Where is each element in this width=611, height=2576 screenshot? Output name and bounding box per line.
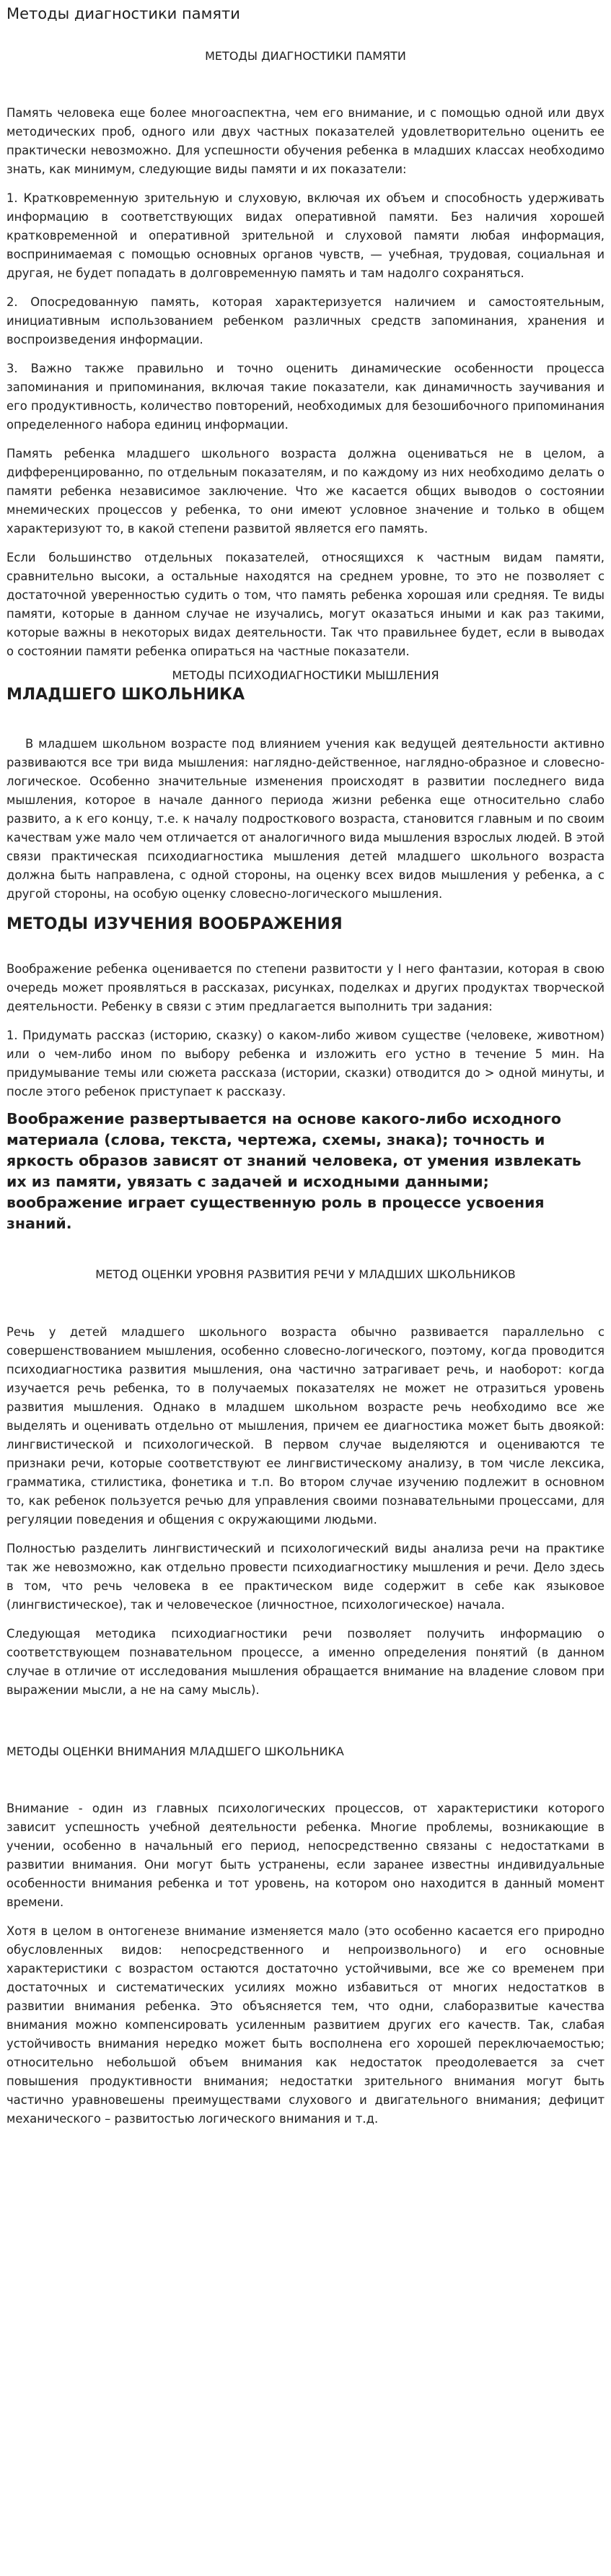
memory-paragraph-2: 1. Кратковременную зрительную и слуховую, включая их объем и способность удерживать информацию в соответствующих видах оперативной памяти. Без наличия хорошей кратковременной и оперативной зрительной и слуховой памяти любая информация, воспринимаемая с помощью основных органов чувств, — учебная, трудовая, социальная и другая, не будет попадать в долговременную память и там надолго сохраняться.: [6, 191, 605, 280]
speech-paragraph-1: Речь у детей младшего школьного возраста обычно развивается параллельно с совершенствованием мышления, особенно словесно-логического, поэтому, когда проводится психодиагностика развития мышления, она частично затрагивает речь, и наоборот: когда изучается речь ребенка, то в получаемых показателях не может не отразиться уровень развития мышления. Однако в младшем школьном возрасте речь необходимо все же выделять и оценивать отдельно от мышления, причем ее диагностика может быть двоякой: лингвистической и психологической. В первом случае выделяются и оцениваются те признаки речи, которые соответствуют ее лингвистическому анализу, в том числе лексика, грамматика, стилистика, фонетика и т.п. Во втором случае изучению подлежит в основном то, как ребенок пользуется речью для управления своими познавательными процессами, для регуляции поведения и общения с окружающими людьми.: [6, 1325, 605, 1527]
memory-paragraph-1: Память человека еще более многоаспектна, чем его внимание, и с помощью одной или двух методических проб, одного или двух частных показателей удовлетворительно оценить ее практически невозможно. Для успешности обучения ребенка в младших классах необходимо знать, как минимум, следующие виды памяти и их показатели:: [6, 106, 605, 176]
attention-methods-heading: МЕТОДЫ ОЦЕНКИ ВНИМАНИЯ МЛАДШЕГО ШКОЛЬНИКА: [6, 1745, 344, 1758]
memory-paragraph-6: Если большинство отдельных показателей, относящихся к частным видам памяти, сравнительно высоки, а остальные находятся на среднем уровне, то это не позволяет с достаточной уверенностью судить о том, что память ребенка хорошая или средняя. Те виды памяти, которые в данном случае не изучались, могут оказаться иными и как раз такими, которые важны в некоторых видах деятельности. Так что правильнее будет, если в выводах о состоянии памяти ребенка опираться на частные показатели.: [6, 551, 605, 658]
memory-paragraph-4: 3. Важно также правильно и точно оценить динамические особенности процесса запоминания и припоминания, включая такие показатели, как динамичность заучивания и его продуктивность, количество повторений, необходимых для безошибочного припоминания определенного набора единиц информации.: [6, 362, 605, 432]
memory-paragraph-5: Память ребенка младшего школьного возраста должна оцениваться не в целом, а дифференцированно, по отдельным показателям, и по каждому из них необходимо делать о памяти ребенка независимое заключение. Что же касается общих выводов о состоянии мнемических процессов у ребенка, то они имеют условное значение и только в общем характеризуют то, в какой степени развитой является его память.: [6, 447, 605, 536]
memory-paragraph-3: 2. Опосредованную память, которая характеризуется наличием и самостоятельным, инициативным использованием ребенком различных средств запоминания, хранения и воспроизведения информации.: [6, 295, 605, 346]
thinking-methods-heading-line2: МЛАДШЕГО ШКОЛЬНИКА: [6, 686, 245, 704]
thinking-methods-heading: МЕТОДЫ ПСИХОДИАГНОСТИКИ МЫШЛЕНИЯ: [172, 668, 439, 682]
document-title: Методы диагностики памяти: [6, 5, 240, 22]
imagination-bold-paragraph: Воображение развертывается на основе какого-либо исходного материала (слова, текста, чертежа, схемы, знака); точность и яркость образов зависят от знаний человека, от умения извлекать их из памяти, увязать с задачей и исходными данными; воображение играет существенную роль в процессе усвоения знаний.: [6, 1110, 581, 1232]
imagination-paragraph-1: Воображение ребенка оценивается по степени развитости у I него фантазии, которая в свою очередь может проявляться в рассказах, рисунках, поделках и других продуктах творческой деятельности. Ребенку в связи с этим предлагается выполнить три задания:: [6, 962, 605, 1013]
imagination-methods-heading: МЕТОДЫ ИЗУЧЕНИЯ ВООБРАЖЕНИЯ: [6, 915, 343, 933]
speech-methods-heading: МЕТОД ОЦЕНКИ УРОВНЯ РАЗВИТИЯ РЕЧИ У МЛАДШИХ ШКОЛЬНИКОВ: [95, 1267, 516, 1281]
attention-paragraph-2: Хотя в целом в онтогенезе внимание изменяется мало (это особенно касается его природно обусловленных видов: непосредственного и непроизвольного) и его основные характеристики с возрастом остаются достаточно устойчивыми, все же со временем при достаточных и систематических усилиях можно избавиться от многих недостатков в развитии внимания ребенка. Это объясняется тем, что одни, слаборазвитые качества внимания можно компенсировать усиленным развитием других его качеств. Так, слабая устойчивость внимания нередко может быть восполнена его хорошей переключаемостью; относительно небольшой объем внимания как недостаток преодолевается за счет повышения продуктивности внимания; недостатки зрительного внимания могут быть частично уравновешены преимуществами слухового и двигательного внимания; дефицит механического – развитостью логического внимания и т.д.: [6, 1924, 605, 2126]
speech-paragraph-2: Полностью разделить лингвистический и психологический виды анализа речи на практике так же невозможно, как отдельно провести психодиагностику мышления и речи. Дело здесь в том, что речь человека в ее практическом виде содержит в себе как языковое (лингвистическое), так и человеческое (личностное, психологическое) начала.: [6, 1542, 605, 1612]
speech-paragraph-3: Следующая методика психодиагностики речи позволяет получить информацию о соответствующем познавательном процессе, а именно определения понятий (в данном случае в отличие от исследования мышления обращается внимание на владение словом при выражении мысли, а не на саму мысль).: [6, 1627, 605, 1697]
thinking-paragraph-1: В младшем школьном возрасте под влиянием учения как ведущей деятельности активно развиваются все три вида мышления: наглядно-действенное, наглядно-образное и словесно-логическое. Особенно значительные изменения происходят в развитии последнего вида мышления, которое в начале данного периода жизни ребенка еще относительно слабо развито, а к его концу, т.е. к началу подросткового возраста, становится главным и по своим качествам уже мало чем отличается от аналогичного вида мышления взрослых людей. В этой связи практическая психодиагностика мышления детей младшего школьного возраста должна быть направлена, с одной стороны, на оценку всех видов мышления у ребенка, а с другой стороны, на особую оценку словесно-логического мышления.: [6, 737, 605, 901]
imagination-paragraph-2: 1. Придумать рассказ (историю, сказку) о каком-либо живом существе (человеке, животном) или о чем-либо ином по выбору ребенка и изложить его устно в течение 5 мин. На придумывание темы или сюжета рассказа (истории, сказки) отводится до > одной минуты, и после этого ребенок приступает к рассказу.: [6, 1029, 605, 1099]
attention-paragraph-1: Внимание - один из главных психологических процессов, от характеристики которого зависит успешность учебной деятельности ребенка. Многие проблемы, возникающие в учении, особенно в начальный его период, непосредственно связаны с недостатками в развитии внимания. Они могут быть устранены, если заранее известны индивидуальные особенности внимания ребенка и тот уровень, на котором оно находится в данный момент времени.: [6, 1802, 605, 1909]
memory-methods-heading: МЕТОДЫ ДИАГНОСТИКИ ПАМЯТИ: [205, 49, 406, 63]
document-page: [0, 4, 611, 2129]
